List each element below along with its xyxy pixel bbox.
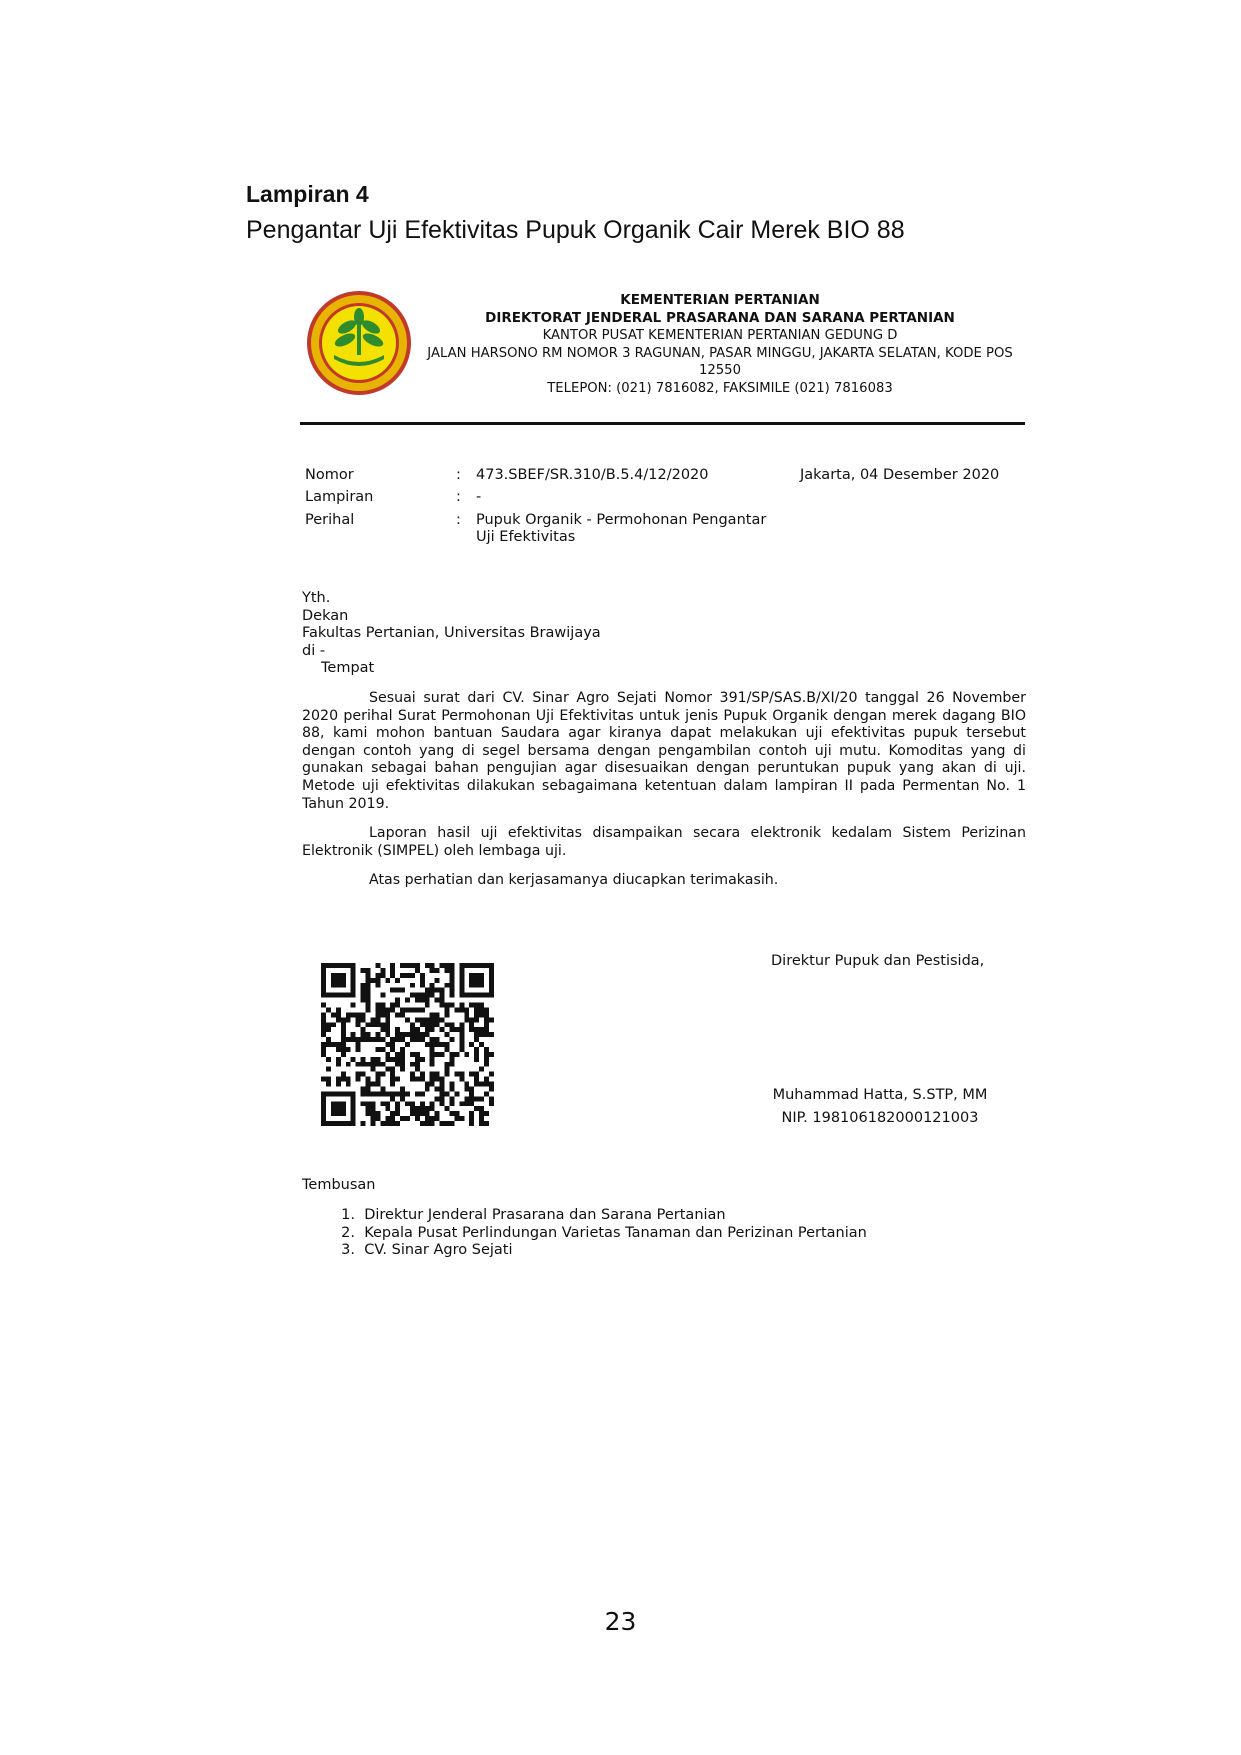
letterhead-ministry: KEMENTERIAN PERTANIAN bbox=[620, 292, 820, 308]
recipient-di: di - bbox=[302, 642, 326, 659]
nomor-colon: : bbox=[456, 467, 461, 483]
ministry-logo bbox=[300, 287, 418, 400]
letterhead-postcode: 12550 bbox=[699, 363, 741, 378]
perihal-value-line2: Uji Efektivitas bbox=[476, 529, 576, 545]
qr-code bbox=[320, 963, 495, 1126]
recipient-title: Dekan bbox=[302, 607, 349, 624]
body-paragraph-3: Atas perhatian dan kerjasamanya diucapkan terimakasih. bbox=[369, 872, 779, 888]
letterhead-phone: TELEPON: (021) 7816082, FAKSIMILE (021) 7816083 bbox=[547, 380, 893, 396]
tembusan-item: 3. CV. Sinar Agro Sejati bbox=[341, 1242, 513, 1258]
signatory-name: Muhammad Hatta, S.STP, MM bbox=[772, 1087, 988, 1103]
perihal-label: Perihal bbox=[305, 512, 355, 528]
perihal-colon: : bbox=[456, 512, 461, 528]
appendix-title: Lampiran 4 bbox=[246, 181, 369, 207]
lampiran-value: - bbox=[476, 489, 482, 505]
page-number: 23 bbox=[604, 1607, 637, 1636]
appendix-subtitle: Pengantar Uji Efektivitas Pupuk Organik Cair Merek BIO 88 bbox=[246, 216, 905, 244]
signatory-title: Direktur Pupuk dan Pestisida, bbox=[771, 953, 985, 969]
tembusan-item: 1. Direktur Jenderal Prasarana dan Sarana Pertanian bbox=[341, 1207, 726, 1223]
nomor-label: Nomor bbox=[305, 467, 354, 483]
lampiran-label: Lampiran bbox=[305, 489, 374, 505]
tembusan-item: 2. Kepala Pusat Perlindungan Varietas Tanaman dan Perizinan Pertanian bbox=[341, 1224, 867, 1241]
letterhead bbox=[415, 292, 1025, 397]
letterhead-address: JALAN HARSONO RM NOMOR 3 RAGUNAN, PASAR MINGGU, JAKARTA SELATAN, KODE POS bbox=[427, 345, 1013, 361]
body-paragraph-2: Laporan hasil uji efektivitas disampaikan secara elektronik kedalam Sistem Perizinan Elektronik (SIMPEL) oleh lembaga uji. bbox=[302, 825, 1026, 859]
signatory-nip: NIP. 198106182000121003 bbox=[781, 1109, 979, 1126]
letterhead-office: KANTOR PUSAT KEMENTERIAN PERTANIAN GEDUNG D bbox=[542, 328, 898, 343]
perihal-value-line1: Pupuk Organik - Permohonan Pengantar bbox=[476, 512, 767, 528]
tembusan-list bbox=[302, 1207, 867, 1260]
letterhead-directorate: DIREKTORAT JENDERAL PRASARANA DAN SARANA PERTANIAN bbox=[485, 309, 955, 326]
recipient-block bbox=[302, 590, 601, 678]
tembusan-label: Tembusan bbox=[302, 1177, 376, 1193]
nomor-value: 473.SBEF/SR.310/B.5.4/12/2020 bbox=[476, 467, 709, 483]
lampiran-colon: : bbox=[456, 489, 461, 505]
recipient-place: Tempat bbox=[321, 660, 375, 676]
body-paragraph-1: Sesuai surat dari CV. Sinar Agro Sejati Nomor 391/SP/SAS.B/XI/20 tanggal 26 November 2020 perihal Surat Permohonan Uji Efektivitas untuk jenis Pupuk Organik dengan merek dagang BIO 88, kami mohon bantuan Saudara agar kiranya dapat melakukan uji efektivitas pupuk tersebut dengan contoh yang di segel bersama dengan pengambilan contoh uji mutu. Komoditas yang di gunakan sebagai bahan pengujian agar disesuaikan dengan peruntukan pupuk yang akan di uji. Metode uji efektivitas dilakukan sebagaimana ketentuan dalam lampiran II pada Permentan No. 1 Tahun 2019. bbox=[302, 690, 1026, 812]
recipient-salutation: Yth. bbox=[302, 590, 331, 606]
letter-date: Jakarta, 04 Desember 2020 bbox=[800, 467, 1000, 483]
signatory-block bbox=[770, 1084, 990, 1129]
recipient-institution: Fakultas Pertanian, Universitas Brawijaya bbox=[302, 625, 601, 641]
letterhead-divider bbox=[300, 422, 1025, 425]
